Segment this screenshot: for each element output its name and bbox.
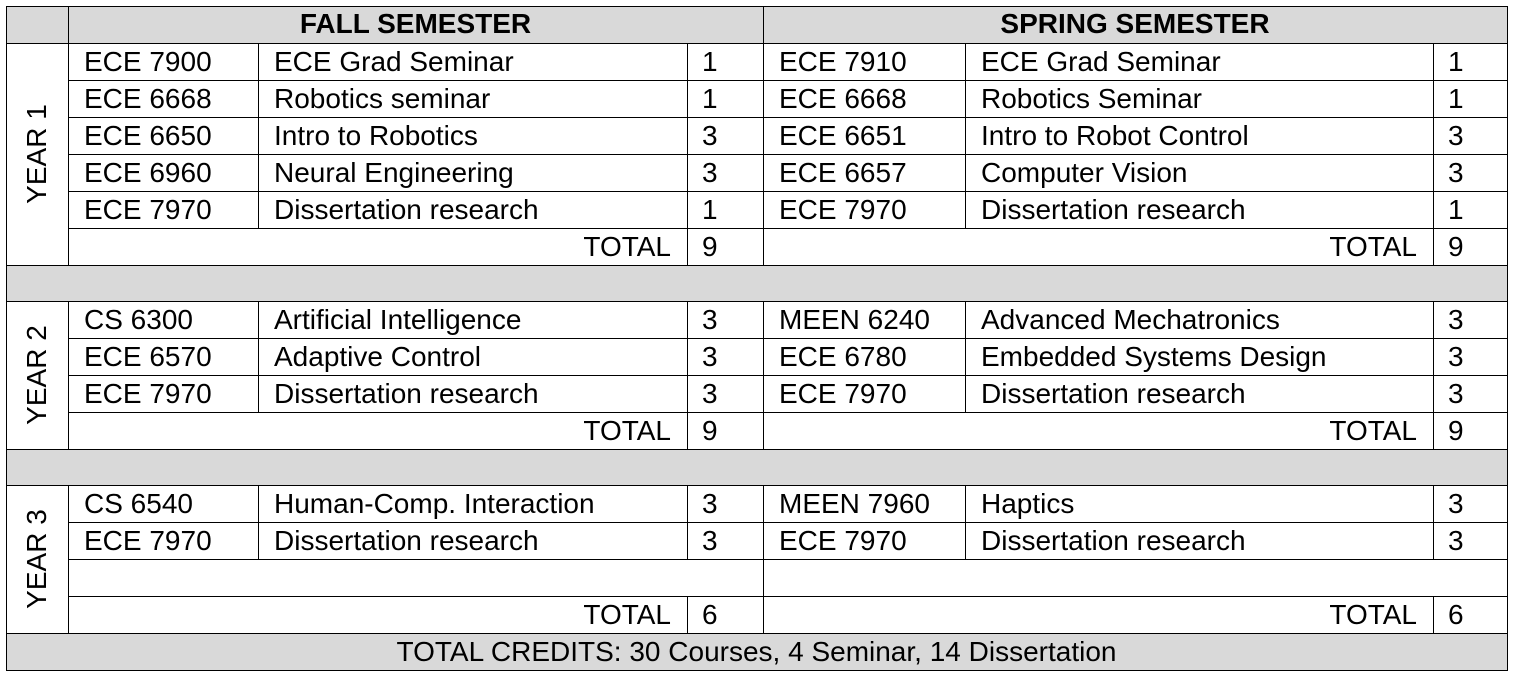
spring-course-code: ECE 7970 [779, 378, 907, 409]
fall-course-credits: 3 [702, 488, 718, 519]
year-separator-band [6, 450, 1507, 485]
fall-course-title: Artificial Intelligence [274, 304, 522, 335]
fall-course-credits: 3 [702, 304, 718, 335]
fall-course-code: ECE 7900 [84, 46, 212, 77]
spring-course-credits: 3 [1448, 157, 1464, 188]
column-border [687, 596, 688, 634]
fall-total-label: TOTAL [583, 231, 671, 262]
year-label: YEAR 2 [21, 325, 52, 425]
spring-course-credits: 1 [1448, 83, 1464, 114]
row-border [68, 154, 1508, 155]
column-border [258, 43, 259, 229]
spring-course-title: Haptics [981, 488, 1075, 519]
column-border [687, 301, 688, 413]
fall-course-title: Neural Engineering [274, 157, 514, 188]
column-border [1433, 228, 1434, 266]
spring-course-credits: 3 [1448, 120, 1464, 151]
spring-total-value: 6 [1448, 599, 1464, 630]
column-border [68, 485, 69, 634]
fall-course-code: ECE 6668 [84, 83, 212, 114]
spring-course-code: ECE 7910 [779, 46, 907, 77]
spring-course-credits: 3 [1448, 488, 1464, 519]
column-border [763, 43, 764, 266]
spring-course-title: Intro to Robot Control [981, 120, 1249, 151]
spring-course-credits: 1 [1448, 46, 1464, 77]
row-border [6, 485, 1508, 486]
spring-course-title: Computer Vision [981, 157, 1188, 188]
spring-total-label: TOTAL [1329, 415, 1417, 446]
column-border [258, 485, 259, 560]
year-separator-band [6, 266, 1507, 301]
fall-course-title: ECE Grad Seminar [274, 46, 514, 77]
fall-course-code: CS 6540 [84, 488, 193, 519]
row-border [68, 338, 1508, 339]
column-border [687, 43, 688, 229]
fall-course-code: ECE 6960 [84, 157, 212, 188]
spring-total-label: TOTAL [1329, 231, 1417, 262]
fall-course-title: Intro to Robotics [274, 120, 478, 151]
header-bottom-border [6, 43, 1508, 44]
fall-course-credits: 1 [702, 194, 718, 225]
row-border [68, 412, 1508, 413]
fall-course-code: ECE 6650 [84, 120, 212, 151]
row-border [68, 191, 1508, 192]
column-border [965, 485, 966, 560]
column-border [68, 6, 69, 44]
row-border [68, 559, 1508, 560]
column-border [763, 301, 764, 450]
spring-course-title: Advanced Mechatronics [981, 304, 1280, 335]
fall-course-title: Adaptive Control [274, 341, 482, 372]
fall-course-title: Dissertation research [274, 194, 539, 225]
spring-course-code: ECE 7970 [779, 525, 907, 556]
row-border [68, 522, 1508, 523]
spring-course-credits: 3 [1448, 304, 1464, 335]
column-border [687, 228, 688, 266]
fall-course-credits: 3 [702, 378, 718, 409]
row-border [68, 80, 1508, 81]
fall-course-title: Human-Comp. Interaction [274, 488, 595, 519]
spring-course-title: Dissertation research [981, 194, 1246, 225]
spring-course-code: ECE 6668 [779, 83, 907, 114]
column-border [687, 412, 688, 450]
row-border [6, 301, 1508, 302]
spring-course-title: Robotics Seminar [981, 83, 1202, 114]
table-top-border [6, 6, 1508, 7]
fall-course-credits: 3 [702, 120, 718, 151]
column-border [1433, 485, 1434, 560]
spring-course-code: MEEN 7960 [779, 488, 930, 519]
fall-total-label: TOTAL [583, 599, 671, 630]
fall-course-code: ECE 7970 [84, 525, 212, 556]
fall-total-value: 9 [702, 415, 718, 446]
year-label: YEAR 3 [21, 509, 52, 609]
year-label: YEAR 1 [21, 104, 52, 204]
fall-course-credits: 1 [702, 46, 718, 77]
column-border [68, 43, 69, 266]
fall-course-title: Robotics seminar [274, 83, 491, 114]
spring-course-credits: 3 [1448, 378, 1464, 409]
spring-course-credits: 1 [1448, 194, 1464, 225]
row-border [68, 375, 1508, 376]
fall-course-code: ECE 6570 [84, 341, 212, 372]
fall-course-credits: 3 [702, 341, 718, 372]
column-border [258, 301, 259, 413]
fall-course-credits: 1 [702, 83, 718, 114]
column-border [965, 301, 966, 413]
fall-course-title: Dissertation research [274, 378, 539, 409]
fall-total-value: 6 [702, 599, 718, 630]
fall-course-title: Dissertation research [274, 525, 539, 556]
column-border [1433, 596, 1434, 634]
table-right-border [1507, 6, 1508, 671]
column-border [763, 485, 764, 634]
column-border [1433, 301, 1434, 413]
spring-course-code: MEEN 6240 [779, 304, 930, 335]
fall-course-code: CS 6300 [84, 304, 193, 335]
fall-course-credits: 3 [702, 525, 718, 556]
table-left-border [6, 6, 7, 671]
spring-total-label: TOTAL [1329, 599, 1417, 630]
table-bottom-border [6, 670, 1508, 671]
fall-semester-header: FALL SEMESTER [299, 8, 532, 39]
fall-total-label: TOTAL [583, 415, 671, 446]
spring-course-code: ECE 6651 [779, 120, 907, 151]
spring-total-value: 9 [1448, 231, 1464, 262]
total-credits-footer: TOTAL CREDITS: 30 Courses, 4 Seminar, 14 Dissertation [396, 636, 1117, 667]
spring-course-code: ECE 6657 [779, 157, 907, 188]
spring-course-title: Dissertation research [981, 378, 1246, 409]
spring-course-credits: 3 [1448, 525, 1464, 556]
column-border [1433, 43, 1434, 229]
column-border [965, 43, 966, 229]
column-border [1433, 412, 1434, 450]
row-border [68, 228, 1508, 229]
spring-course-code: ECE 7970 [779, 194, 907, 225]
spring-semester-header: SPRING SEMESTER [1000, 8, 1270, 39]
spring-course-code: ECE 6780 [779, 341, 907, 372]
fall-total-value: 9 [702, 231, 718, 262]
spring-course-title: ECE Grad Seminar [981, 46, 1221, 77]
spring-total-value: 9 [1448, 415, 1464, 446]
column-border [763, 6, 764, 44]
fall-course-credits: 3 [702, 157, 718, 188]
row-border [68, 117, 1508, 118]
spring-course-title: Embedded Systems Design [981, 341, 1327, 372]
fall-course-code: ECE 7970 [84, 378, 212, 409]
column-border [68, 301, 69, 450]
row-border [68, 596, 1508, 597]
fall-course-code: ECE 7970 [84, 194, 212, 225]
spring-course-credits: 3 [1448, 341, 1464, 372]
column-border [687, 485, 688, 560]
spring-course-title: Dissertation research [981, 525, 1246, 556]
